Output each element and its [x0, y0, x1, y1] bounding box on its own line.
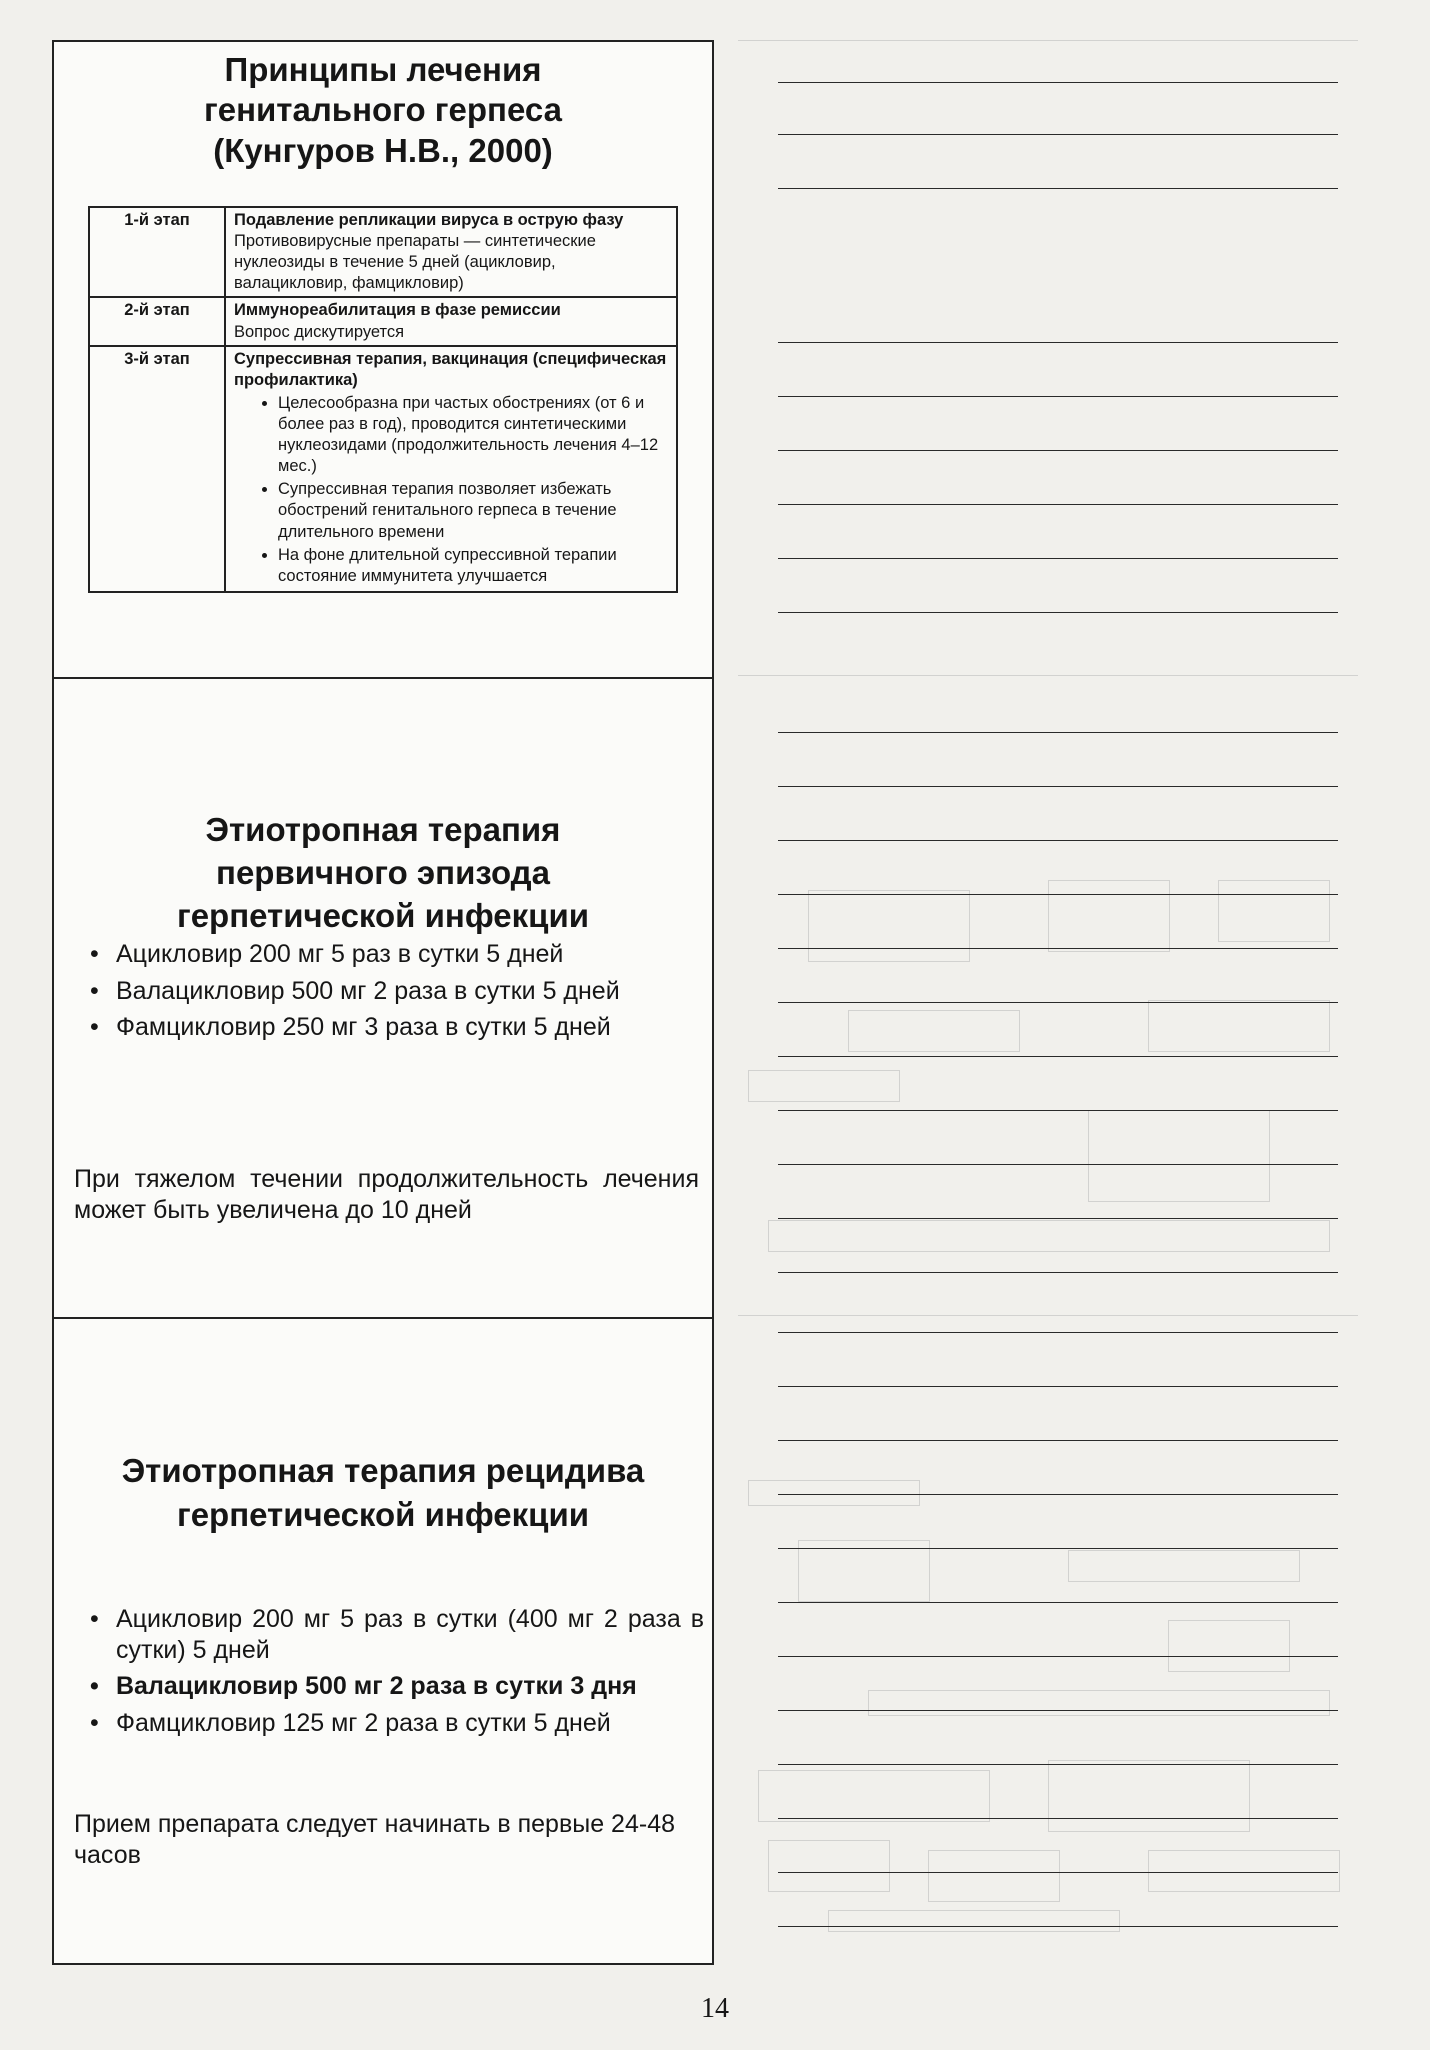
drug-item: • Фамцикловир 125 мг 2 раза в сутки 5 дней	[74, 1708, 704, 1739]
recurrence-drug-list	[74, 1604, 704, 1744]
stage-row-3	[89, 346, 677, 592]
note-line	[778, 894, 1338, 895]
stage-row-2	[89, 297, 677, 345]
drug-item: • Ацикловир 200 мг 5 раз в сутки 5 дней	[74, 939, 704, 970]
note-line	[778, 786, 1338, 787]
note-line	[778, 396, 1338, 397]
drug-item: • Фамцикловир 250 мг 3 раза в сутки 5 дней	[74, 1012, 704, 1043]
note-line	[778, 1110, 1338, 1111]
note-line	[778, 1218, 1338, 1219]
stage-bullets	[234, 393, 668, 587]
note-line	[778, 1602, 1338, 1603]
note-line	[778, 134, 1338, 135]
ghost-flowchart	[748, 870, 1348, 1290]
slide3-title	[54, 1319, 712, 1537]
note-line	[778, 1872, 1338, 1873]
stage-content	[225, 346, 677, 592]
recurrence-note: Прием препарата следует начинать в первые 24-48 часов	[74, 1810, 676, 1869]
slide1-title-line-1: Принципы лечения	[224, 51, 542, 88]
note-line	[778, 1818, 1338, 1819]
note-line	[778, 188, 1338, 189]
note-line	[778, 732, 1338, 733]
note-line	[778, 1710, 1338, 1711]
stages-table	[88, 206, 678, 593]
note-line	[778, 1164, 1338, 1165]
note-line	[778, 1764, 1338, 1765]
note-line	[778, 840, 1338, 841]
stage-content	[225, 207, 677, 297]
slide1-title-line-2: генитального герпеса	[203, 91, 563, 129]
slide3-title-line-2: герпетической инфекции	[176, 1496, 590, 1534]
note-line	[778, 1494, 1338, 1495]
note-line	[778, 450, 1338, 451]
stage-content	[225, 297, 677, 345]
slide-primary-episode-therapy	[54, 677, 712, 1317]
note-line	[778, 342, 1338, 343]
note-line	[778, 1656, 1338, 1657]
slide2-title-line-2: первичного эпизода	[216, 853, 550, 891]
note-line	[778, 1332, 1338, 1333]
stage-label: 3-й этап	[89, 346, 225, 592]
stage-label: 1-й этап	[89, 207, 225, 297]
note-line	[778, 1386, 1338, 1387]
page-number: 14	[701, 1993, 729, 2024]
stage-text: Вопрос дискутируется	[234, 322, 405, 341]
primary-note: При тяжелом течении продолжительность лечения может быть увеличена до 10 дней	[74, 1165, 699, 1224]
drug-item: • Валацикловир 500 мг 2 раза в сутки 5 дней	[74, 976, 704, 1007]
drug-item: • Валацикловир 500 мг 2 раза в сутки 3 дня	[74, 1671, 704, 1702]
slide-recurrence-therapy	[54, 1317, 712, 1963]
slide2-title-line-1: Этиотропная терапия	[205, 811, 561, 848]
stage-label: 2-й этап	[89, 297, 225, 345]
note-line	[778, 1548, 1338, 1549]
slide2-title	[54, 679, 712, 938]
note-line	[778, 558, 1338, 559]
primary-drug-list	[74, 939, 704, 1049]
ghost-slide-frame	[738, 40, 1358, 681]
note-line	[778, 1272, 1338, 1273]
note-line	[778, 1926, 1338, 1927]
slide2-title-line-3: герпетической инфекции	[176, 896, 590, 934]
stage-heading: Иммунореабилитация в фазе ремиссии	[234, 301, 561, 320]
stage-bullet: • На фоне длительной супрессивной терапии состояние иммунитета улучшается	[278, 545, 668, 587]
drug-item: • Ацикловир 200 мг 5 раз в сутки (400 мг 2 раза в сутки) 5 дней	[74, 1604, 704, 1665]
note-line	[778, 1440, 1338, 1441]
stage-heading: Супрессивная терапия, вакцинация (специфическая профилактика)	[234, 349, 667, 389]
stage-bullet: • Супрессивная терапия позволяет избежать обострений генитального герпеса в течение длительного времени	[278, 479, 668, 542]
slides-column	[52, 40, 714, 1965]
note-line	[778, 1056, 1338, 1057]
note-line	[778, 504, 1338, 505]
slide1-title-line-3: (Кунгуров Н.В., 2000)	[213, 131, 553, 169]
slide1-title	[54, 42, 712, 171]
slide-treatment-principles	[54, 42, 712, 677]
note-line	[778, 1002, 1338, 1003]
notes-column	[738, 40, 1358, 1965]
slide3-title-line-1: Этиотропная терапия рецидива	[121, 1452, 645, 1489]
stage-row-1	[89, 207, 677, 297]
stage-bullet: • Целесообразна при частых обострениях (от 6 и более раз в год), проводится синтетическими нуклеозидами (продолжительность лечения 4–12 мес.)	[278, 393, 668, 477]
note-line	[778, 948, 1338, 949]
note-line	[778, 82, 1338, 83]
stage-text: Противовирусные препараты — синтетические нуклеозиды в течение 5 дней (ацикловир, валацикловир, фамцикловир)	[234, 232, 596, 293]
note-line	[778, 612, 1338, 613]
stage-heading: Подавление репликации вируса в острую фазу	[234, 211, 624, 229]
